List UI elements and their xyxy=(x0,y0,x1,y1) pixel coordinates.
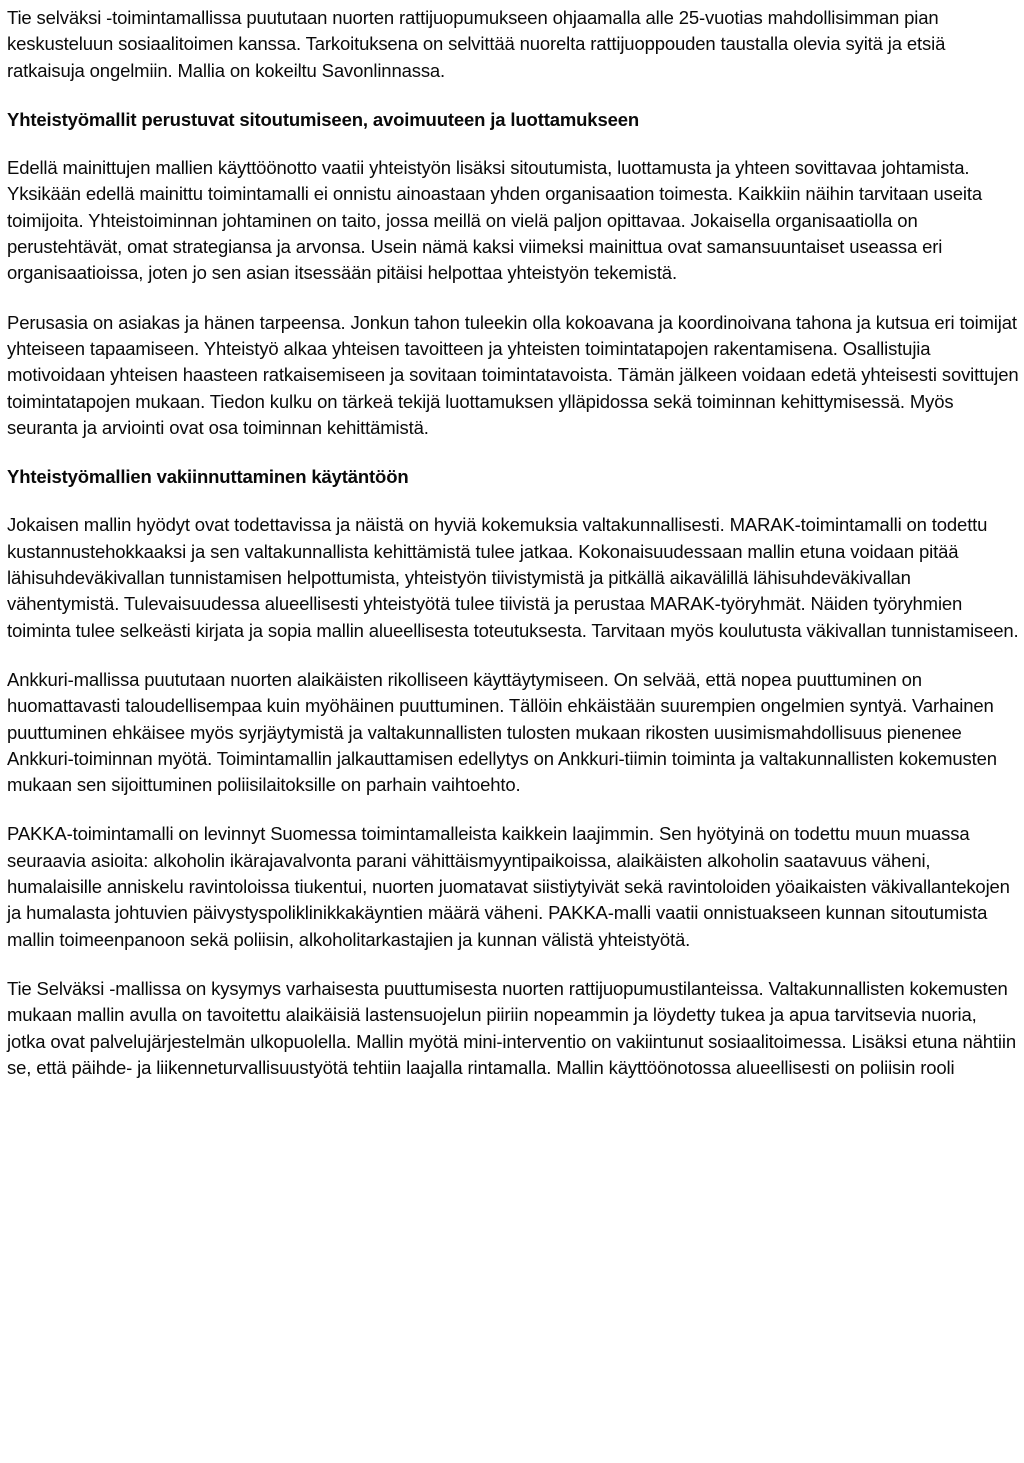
paragraph-marak: Jokaisen mallin hyödyt ovat todettavissa ja näistä on hyviä kokemuksia valtakunnallisesti. MARAK-toimintamalli on todettu kustannustehokkaaksi ja sen valtakunnallista kehittämistä tulee jatkaa. Kokonaisuudessaan mallin etuna voidaan pitää lähisuhdeväkivallan tunnistamisen helpottumista, yhteistyön tiivistymistä ja pitkällä aikavälillä lähisuhdeväkivallan vähentymistä. Tulevaisuudessa alueellisesti yhteistyötä tulee tiivistä ja perustaa MARAK-työryhmät. Näiden työryhmien toiminta tulee selkeästi kirjata ja sopia mallin alueellisesta toteutuksesta. Tarvitaan myös koulutusta väkivallan tunnistamiseen. xyxy=(7,514,1019,641)
heading-vakiinnuttaminen: Yhteistyömallien vakiinnuttaminen käytäntöön xyxy=(7,466,409,488)
paragraph-perusasia: Perusasia on asiakas ja hänen tarpeensa. Jonkun tahon tuleekin olla kokoavana ja koordinoivana tahona ja kutsua eri toimijat yhteiseen tapaamiseen. Yhteistyö alkaa yhteisen tavoitteen ja yhteisten toimintatapojen rakentamisena. Osallistujia motivoidaan yhteisen haasteen ratkaisemiseen ja sovitaan toimintatavoista. Tämän jälkeen voidaan edetä yhteisesti sovittujen toimintatapojen mukaan. Tiedon kulku on tärkeä tekijä luottamuksen ylläpidossa sekä toiminnan kehittymisessä. Myös seuranta ja arviointi ovat osa toiminnan kehittämistä. xyxy=(7,311,1019,438)
paragraph-pakka: PAKKA-toimintamalli on levinnyt Suomessa toimintamalleista kaikkein laajimmin. Sen hyötyinä on todettu muun muassa seuraavia asioita: alkoholin ikärajavalvonta parani vähittäismyyntipaikoissa, alaikäisten alkoholin saatavuus väheni, humalaisille anniskelu ravintoloissa tiukentui, nuorten juomatavat siistiytyivät sekä ravintoloiden yöaikaisten väkivallantekojen ja humalasta johtuvien päivystyspoliklinikkakäyntien määrä väheni. PAKKA-malli vaatii onnistuakseen kunnan sitoutumista mallin toimeenpanoon sekä poliisin, alkoholitarkastajien ja kunnan välistä yhteistyötä. xyxy=(7,823,1010,950)
paragraph-ankkuri: Ankkuri-mallissa puututaan nuorten alaikäisten rikolliseen käyttäytymiseen. On selvää, että nopea puuttuminen on huomattavasti taloudellisempaa kuin myöhäinen puuttuminen. Tällöin ehkäistään suurempien ongelmien syntyä. Varhainen puuttuminen ehkäisee myös syrjäytymistä ja valtakunnallisten tulosten mukaan rikosten uusimismahdollisuus pienenee Ankkuri-toiminnan myötä. Toimintamallin jalkauttamisen edellytys on Ankkuri-tiimin toiminta ja valtakunnallisten kokemusten mukaan sen sijoittuminen poliisilaitoksille on parhain vaihtoehto. xyxy=(7,668,997,796)
paragraph-kayttoonotto: Edellä mainittujen mallien käyttöönotto vaatii yhteistyön lisäksi sitoutumista, luottamusta ja yhteen sovittavaa johtamista. Yksikään edellä mainittu toimintamalli ei onnistu ainoastaan yhden organisaation toimesta. Kaikkiin näihin tarvitaan useita toimijoita. Yhteistoiminnan johtaminen on taito, jossa meillä on vielä paljon opittavaa. Jokaisella organisaatiolla on perustehtävät, omat strategiansa ja arvonsa. Usein nämä kaksi viimeksi mainittua ovat samansuuntaiset useassa eri organisaatioissa, joten jo sen asian itsessään pitäisi helpottaa yhteistyön tekemistä. xyxy=(7,157,982,284)
heading-yhteistyomallit: Yhteistyömallit perustuvat sitoutumiseen, avoimuuteen ja luottamukseen xyxy=(7,108,640,130)
paragraph-tie-selvaksi-malli: Tie Selväksi -mallissa on kysymys varhaisesta puuttumisesta nuorten rattijuopumustilanteissa. Valtakunnallisten kokemusten mukaan mallin avulla on tavoitettu alaikäisiä lastensuojelun piiriin nopeammin ja löydetty tukea ja apua tarvitsevia nuoria, jotka ovat palvelujärjestelmän ulkopuolella. Mallin myötä mini-interventio on vakiintunut sosiaalitoimessa. Lisäksi etuna nähtiin se, että päihde- ja liikenneturvallisuustyötä tehtiin laajalla rintamalla. Mallin käyttöönotossa alueellisesti on poliisin rooli xyxy=(7,977,1016,1078)
document-page xyxy=(7,0,1019,1081)
paragraph-tie-selvaksi-intro: Tie selväksi -toimintamallissa puututaan nuorten rattijuopumukseen ohjaamalla alle 25-vuotias mahdollisimman pian keskusteluun sosiaalitoimen kanssa. Tarkoituksena on selvittää nuorelta rattijuoppouden taustalla olevia syitä ja etsiä ratkaisuja ongelmiin. Mallia on kokeiltu Savonlinnassa. xyxy=(7,7,946,81)
